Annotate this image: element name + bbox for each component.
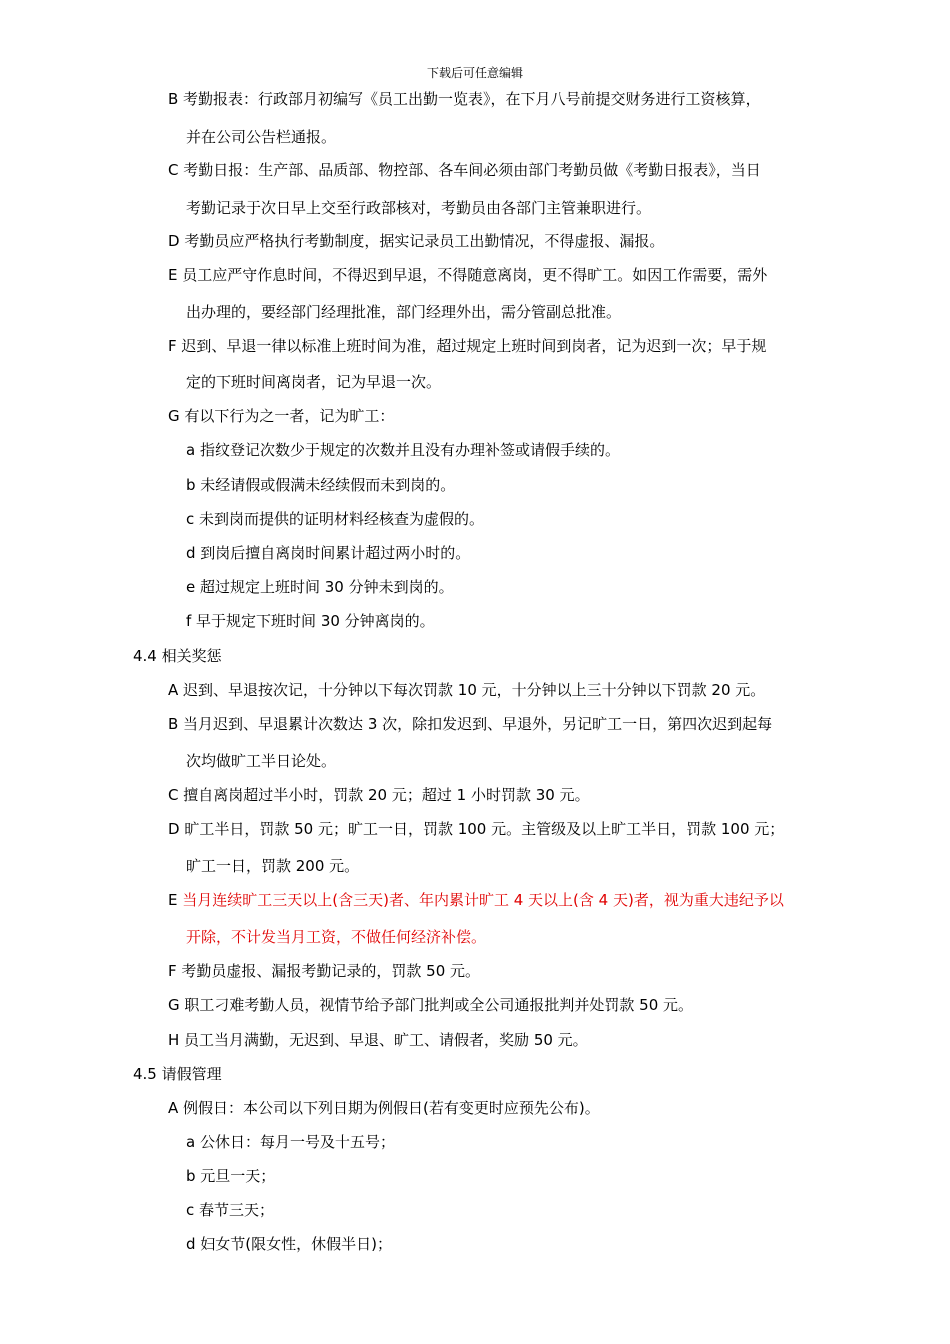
- paragraph-line: G 职工刁难考勤人员，视情节给予部门批判或全公司通报批判并处罚款 50 元。: [168, 996, 694, 1014]
- list-item: d 到岗后擅自离岗时间累计超过两小时的。: [186, 544, 471, 562]
- emphasis-text: 开除，不计发当月工资，不做任何经济补偿。: [186, 928, 487, 946]
- paragraph-line: C 考勤日报：生产部、品质部、物控部、各车间必须由部门考勤员做《考勤日报表》，当日: [168, 161, 761, 179]
- page-header: 下载后可任意编辑: [426, 66, 523, 80]
- paragraph-line: A 迟到、早退按次记，十分钟以下每次罚款 10 元，十分钟以上三十分钟以下罚款 20 元。: [168, 681, 766, 699]
- paragraph-line: 定的下班时间离岗者，记为早退一次。: [186, 373, 442, 391]
- paragraph-line: 次均做旷工半日论处。: [186, 752, 337, 770]
- paragraph-line: G 有以下行为之一者，记为旷工：: [168, 407, 395, 425]
- emphasis-text: 当月连续旷工三天以上(含三天)者、年内累计旷工 4 天以上(含 4 天)者，视为重大违纪予以: [182, 891, 784, 909]
- list-item: c 未到岗而提供的证明材料经核查为虚假的。: [186, 510, 485, 528]
- list-item: f 早于规定下班时间 30 分钟离岗的。: [186, 612, 435, 630]
- paragraph-line: D 考勤员应严格执行考勤制度，据实记录员工出勤情况，不得虚报、漏报。: [168, 232, 665, 250]
- paragraph-line: B 当月迟到、早退累计次数达 3 次，除扣发迟到、早退外，另记旷工一日，第四次迟到起每: [168, 715, 773, 733]
- paragraph-line: D 旷工半日，罚款 50 元；旷工一日，罚款 100 元。主管级及以上旷工半日，罚款 100 元；: [168, 820, 785, 838]
- list-item: b 元旦一天；: [186, 1167, 276, 1185]
- list-item: a 指纹登记次数少于规定的次数并且没有办理补签或请假手续的。: [186, 441, 620, 459]
- paragraph-line: F 考勤员虚报、漏报考勤记录的，罚款 50 元。: [168, 962, 481, 980]
- paragraph-line: A 例假日：本公司以下列日期为例假日(若有变更时应预先公布)。: [168, 1099, 600, 1117]
- section-heading: 4.5 请假管理: [133, 1065, 222, 1083]
- paragraph-line: 并在公司公告栏通报。: [186, 128, 337, 146]
- paragraph-line: C 擅自离岗超过半小时，罚款 20 元；超过 1 小时罚款 30 元。: [168, 786, 590, 804]
- paragraph-line: F 迟到、早退一律以标准上班时间为准，超过规定上班时间到岗者，记为迟到一次；早于规: [168, 337, 767, 355]
- item-marker: E: [168, 891, 183, 909]
- list-item: b 未经请假或假满未经续假而未到岗的。: [186, 476, 456, 494]
- list-item: d 妇女节(限女性，休假半日)；: [186, 1235, 392, 1253]
- list-item: c 春节三天；: [186, 1201, 275, 1219]
- paragraph-line: B 考勤报表：行政部月初编写《员工出勤一览表》，在下月八号前提交财务进行工资核算，: [168, 90, 761, 108]
- paragraph-line: 出办理的，要经部门经理批准，部门经理外出，需分管副总批准。: [186, 303, 622, 321]
- paragraph-line: [168, 891, 784, 909]
- paragraph-line: 考勤记录于次日早上交至行政部核对，考勤员由各部门主管兼职进行。: [186, 199, 652, 217]
- paragraph-line: 旷工一日，罚款 200 元。: [186, 857, 360, 875]
- paragraph-line: E 员工应严守作息时间，不得迟到早退，不得随意离岗，更不得旷工。如因工作需要，需外: [168, 266, 768, 284]
- list-item: a 公休日：每月一号及十五号；: [186, 1133, 395, 1151]
- section-heading: 4.4 相关奖惩: [133, 647, 222, 665]
- paragraph-line: H 员工当月满勤，无迟到、早退、旷工、请假者，奖励 50 元。: [168, 1031, 588, 1049]
- list-item: e 超过规定上班时间 30 分钟未到岗的。: [186, 578, 454, 596]
